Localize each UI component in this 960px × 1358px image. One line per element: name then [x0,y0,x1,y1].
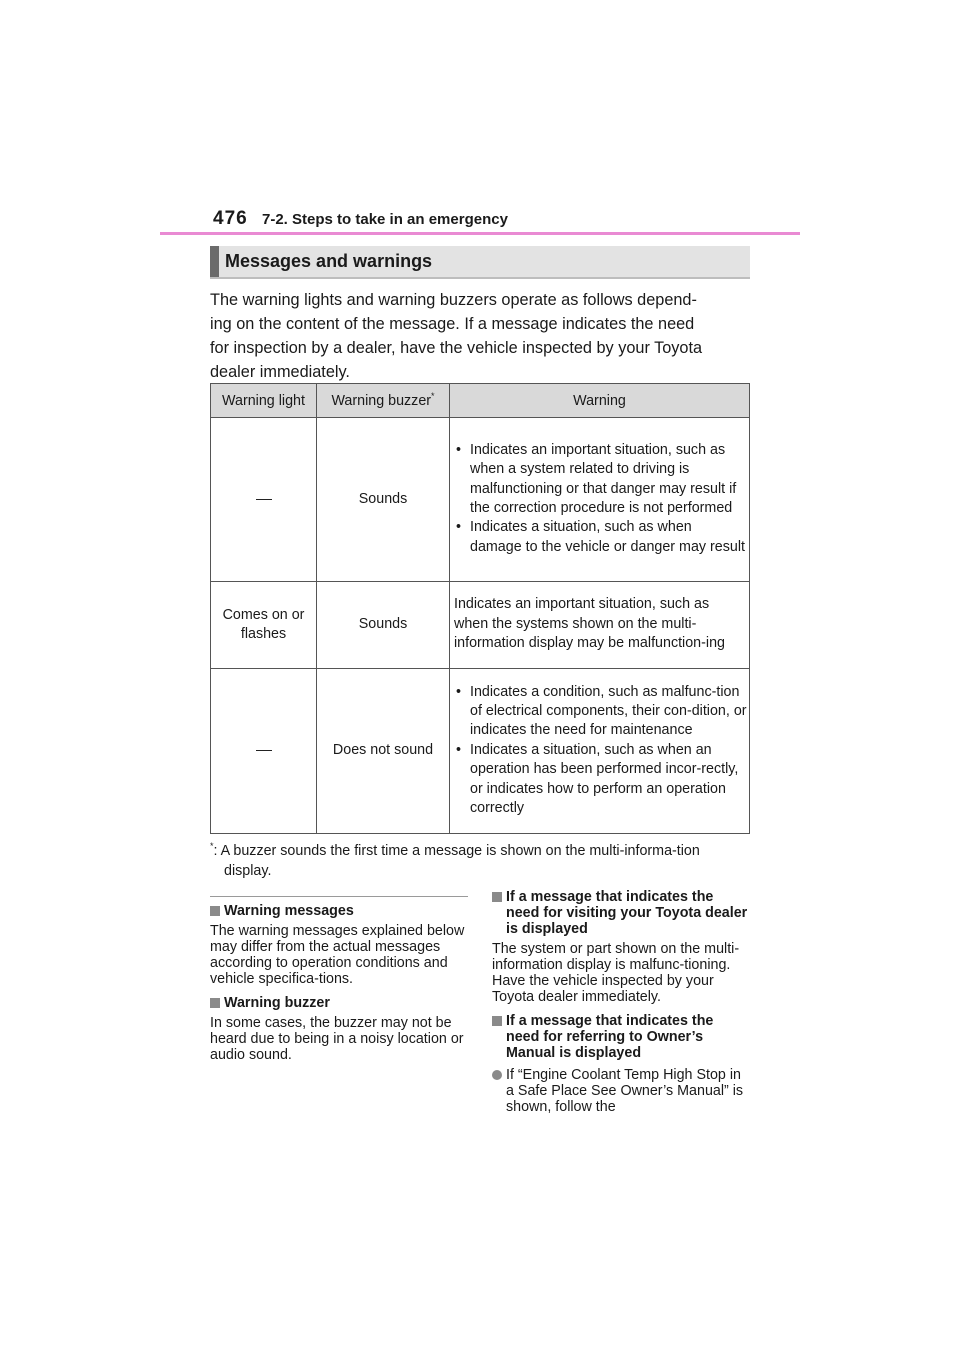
header-warning-buzzer-label: Warning buzzer [331,392,432,409]
list-item: • Indicates an important situation, such as when a system related to driving is malfunctioning or that danger may result if the correction procedure is not performed [454,441,747,519]
cell-warning [450,418,750,582]
table-footnote [210,841,750,881]
intro-line: The warning lights and warning buzzers operate as follows depend- [210,291,697,309]
square-bullet-icon [492,892,502,902]
warning-messages-text: The warning messages explained below may differ from the actual messages according to operation conditions and vehicle specifica-tions. [210,923,465,987]
visit-dealer-text: The system or part shown on the multi-information display is malfunc-tioning. Have the vehicle inspected by your Toyota dealer immediately. [492,941,740,1005]
intro-line: dealer immediately. [210,363,350,381]
cell-warning: Indicates an important situation, such as when the systems shown on the multi-information display may be malfunction-ing [450,582,750,669]
header-warning-buzzer [317,384,450,418]
header-warning-light: Warning light [211,384,317,418]
square-bullet-icon [492,1016,502,1026]
cell-warning [450,669,750,834]
table-row [211,582,750,669]
square-bullet-icon [210,998,220,1008]
table-header-row [211,384,750,418]
footnote-text: : A buzzer sounds the first time a message is shown on the multi-informa-tion display. [213,843,700,879]
list-item: • Indicates a situation, such as when an operation has been performed incor-rectly, or indicates how to perform an operation correctly [454,741,747,819]
right-column [492,889,750,1115]
section-heading: Messages and warnings [225,251,433,271]
header-rule [160,232,800,235]
warning-buzzer-text: In some cases, the buzzer may not be heard due to being in a noisy location or audio sound. [210,1015,464,1063]
page-number: 476 [213,208,248,229]
dash-none [256,499,272,500]
cell-warning-light [211,418,317,582]
table-row [211,418,750,582]
intro-line: for inspection by a dealer, have the vehicle inspected by your Toyota [210,339,703,357]
owners-manual-bullet: If “Engine Coolant Temp High Stop in a Safe Place See Owner’s Manual” is shown, follow the [492,1067,750,1115]
column-divider [210,896,468,897]
list-item: • Indicates a condition, such as malfunc-tion of electrical components, their con-dition, or indicates the need for maintenance [454,683,747,741]
cell-warning-buzzer: Does not sound [317,669,450,834]
subheading-warning-messages: Warning messages [210,903,468,919]
section-heading-box [210,246,750,278]
circle-bullet-icon [492,1070,502,1080]
square-bullet-icon [210,906,220,916]
left-column [210,896,468,1071]
subheading-visit-dealer: If a message that indicates the need for visiting your Toyota dealer is displayed [492,889,750,937]
cell-warning-buzzer: Sounds [317,582,450,669]
cell-warning-light: Comes on or flashes [211,582,317,669]
footnote-mark: * [210,841,214,852]
subheading-owners-manual: If a message that indicates the need for referring to Owner’s Manual is displayed [492,1013,750,1061]
intro-line: ing on the content of the message. If a message indicates the need [210,315,695,333]
header-warning: Warning [450,384,750,418]
list-item: • Indicates a situation, such as when damage to the vehicle or danger may result [454,518,747,557]
cell-warning-light [211,669,317,834]
section-heading-underline [210,277,750,279]
table-row [211,669,750,834]
warnings-table [210,383,750,834]
intro-paragraph [210,288,755,384]
dash-none [256,750,272,751]
footnote-mark: * [431,390,435,401]
cell-warning-buzzer: Sounds [317,418,450,582]
subheading-warning-buzzer: Warning buzzer [210,995,468,1011]
chapter-section-title: 7-2. Steps to take in an emergency [262,211,508,228]
